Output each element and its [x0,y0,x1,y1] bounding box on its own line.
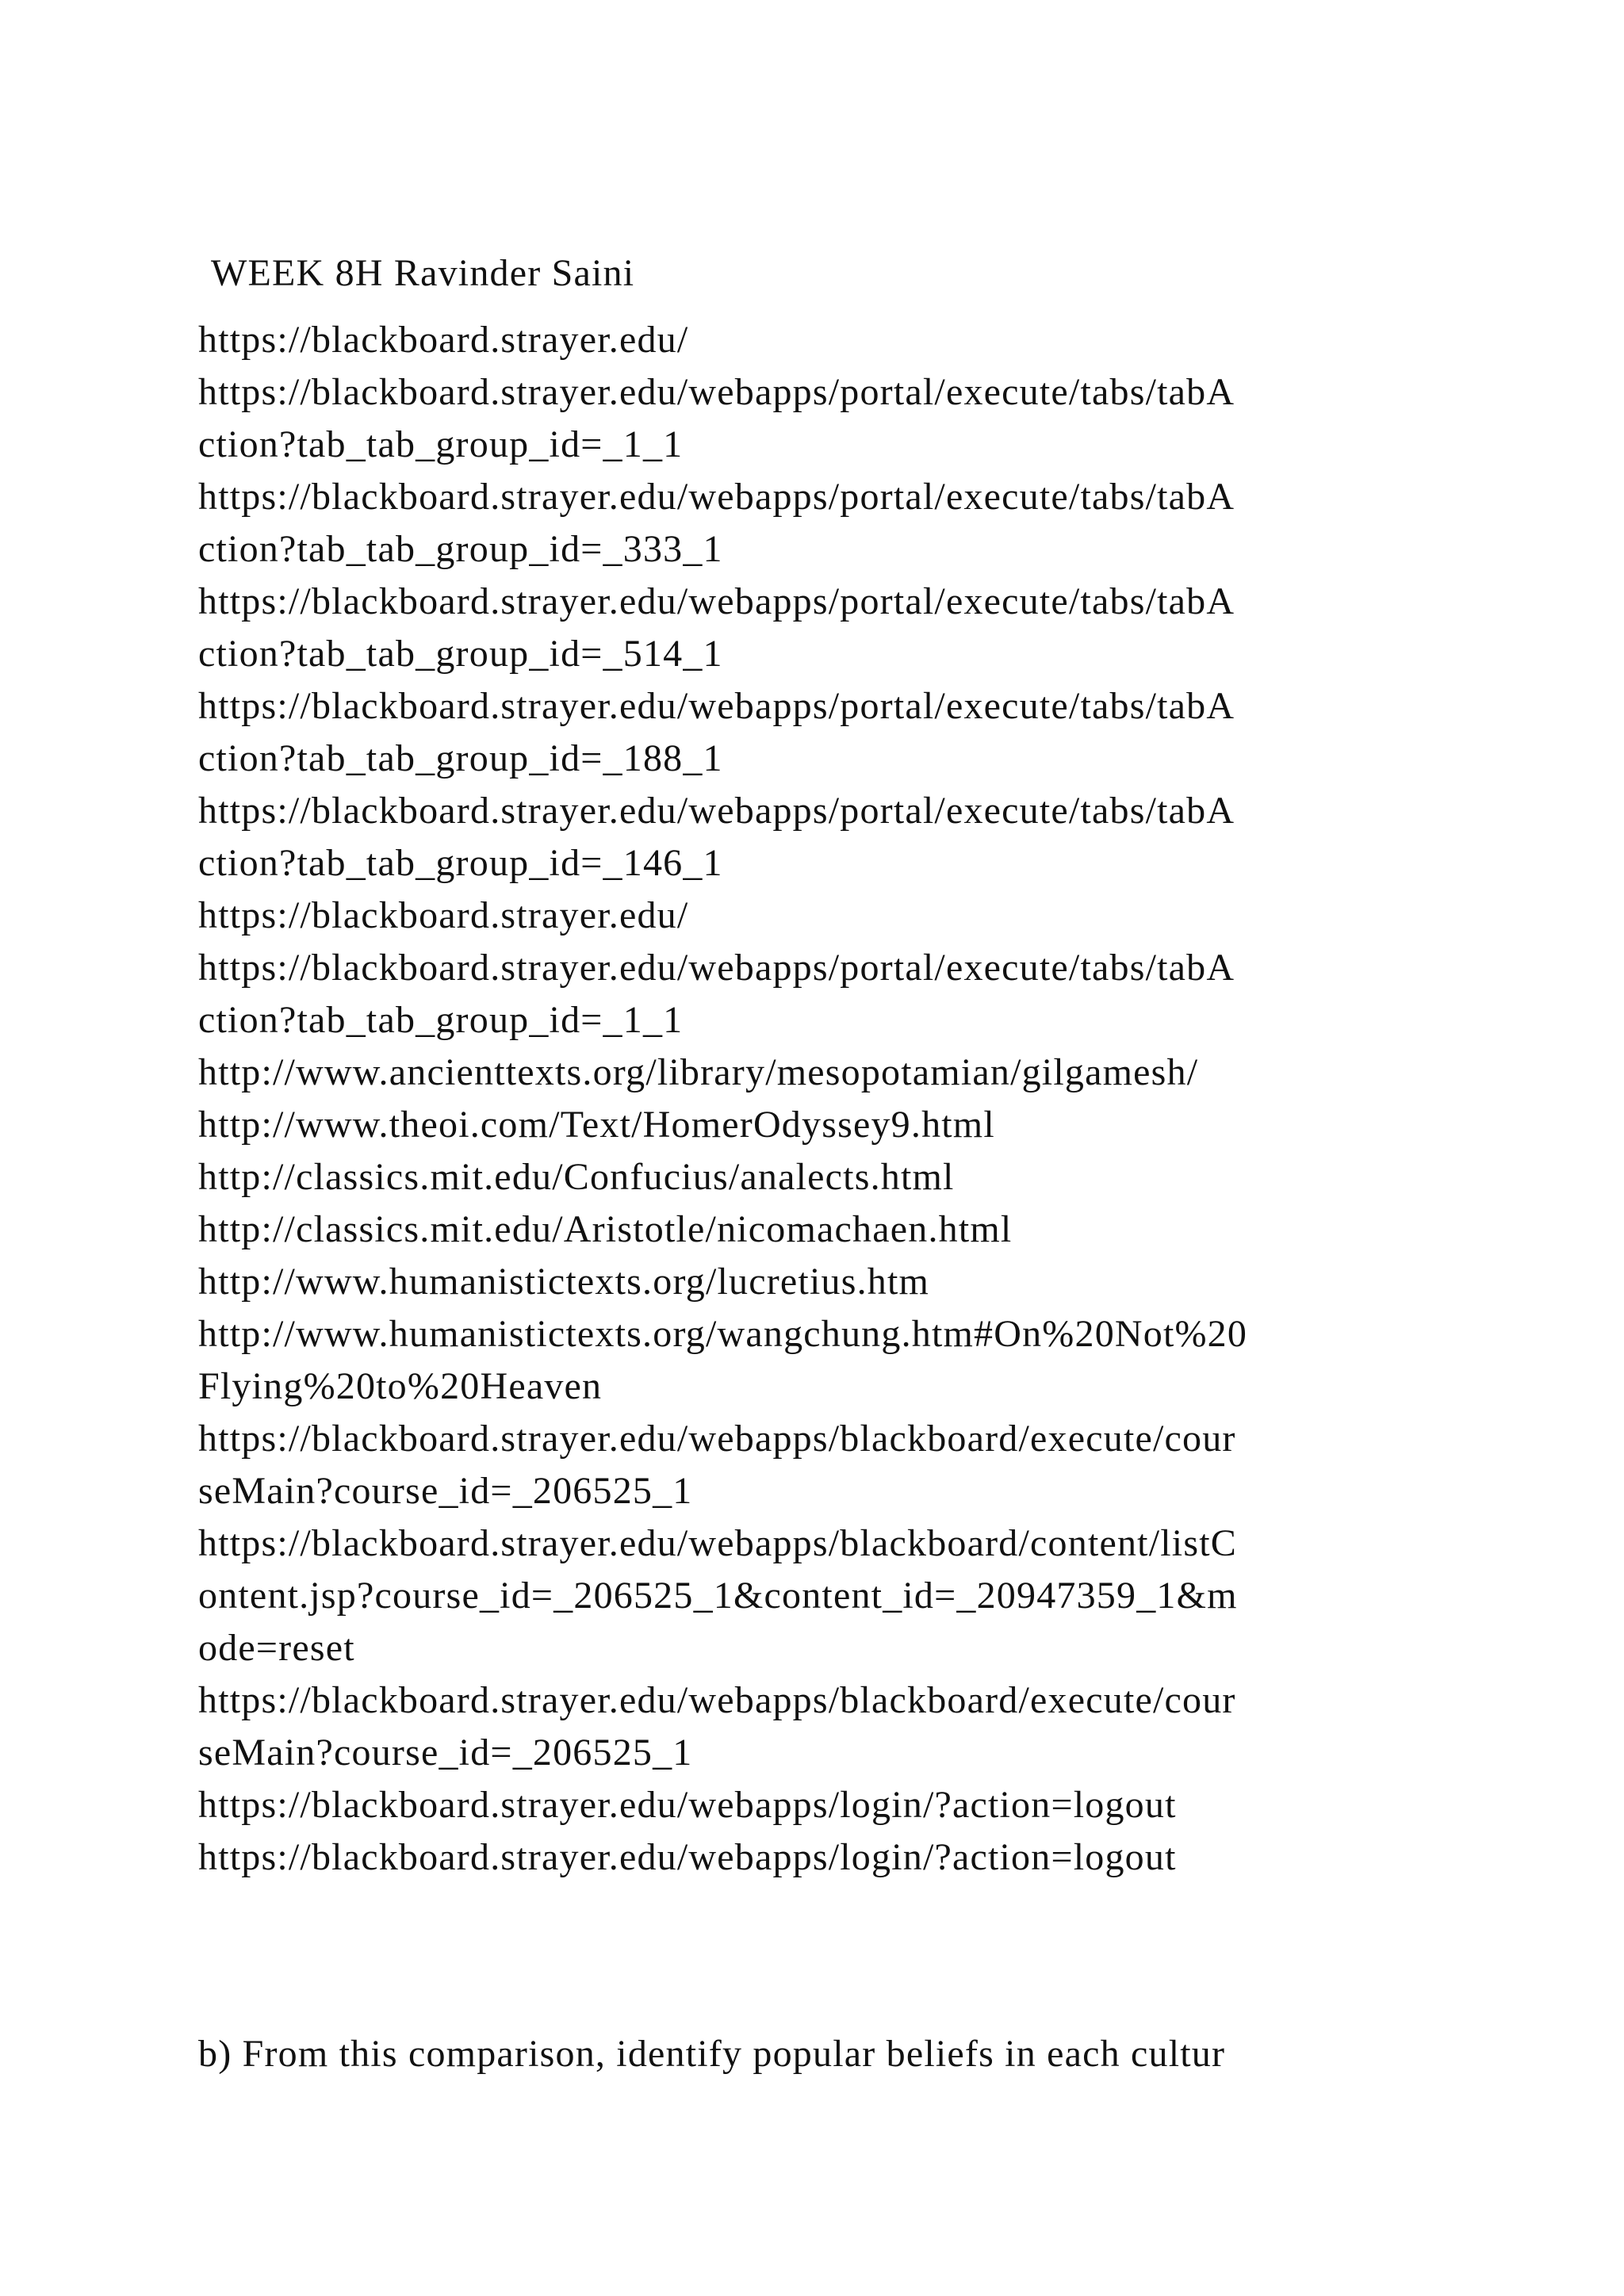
url-line: https://blackboard.strayer.edu/ [198,319,689,361]
url-line: https://blackboard.strayer.edu/ [198,894,689,936]
url-line: https://blackboard.strayer.edu/webapps/portal/execute/tabs/tabA [198,580,1235,622]
url-line: http://classics.mit.edu/Aristotle/nicomachaen.html [198,1208,1013,1250]
url-line: ction?tab_tab_group_id=_333_1 [198,528,723,570]
url-line: http://www.ancienttexts.org/library/mesopotamian/gilgamesh/ [198,1051,1199,1093]
url-line: https://blackboard.strayer.edu/webapps/portal/execute/tabs/tabA [198,685,1235,727]
url-line: seMain?course_id=_206525_1 [198,1732,693,1774]
url-line: ontent.jsp?course_id=_206525_1&content_id=_20947359_1&m [198,1575,1238,1617]
url-line: http://www.theoi.com/Text/HomerOdyssey9.html [198,1104,995,1146]
url-line: https://blackboard.strayer.edu/webapps/login/?action=logout [198,1784,1177,1826]
url-line: Flying%20to%20Heaven [198,1365,603,1407]
url-line: https://blackboard.strayer.edu/webapps/blackboard/content/listC [198,1522,1237,1564]
url-line: ction?tab_tab_group_id=_1_1 [198,999,684,1041]
url-line: ction?tab_tab_group_id=_1_1 [198,423,684,465]
url-line: ction?tab_tab_group_id=_514_1 [198,633,723,675]
url-line: seMain?course_id=_206525_1 [198,1470,693,1512]
url-line: https://blackboard.strayer.edu/webapps/portal/execute/tabs/tabA [198,476,1235,518]
document-title: WEEK 8H Ravinder Saini [211,252,635,294]
url-line: https://blackboard.strayer.edu/webapps/blackboard/execute/cour [198,1418,1236,1460]
url-line: https://blackboard.strayer.edu/webapps/portal/execute/tabs/tabA [198,371,1235,413]
url-line: http://www.humanistictexts.org/wangchung.htm#On%20Not%20 [198,1313,1248,1355]
question-paragraph: b) From this comparison, identify popular beliefs in each cultur [198,2033,1226,2075]
url-line: https://blackboard.strayer.edu/webapps/blackboard/execute/cour [198,1679,1236,1721]
url-line: http://www.humanistictexts.org/lucretius.htm [198,1261,930,1303]
url-line: ode=reset [198,1627,355,1669]
url-line: https://blackboard.strayer.edu/webapps/login/?action=logout [198,1836,1177,1878]
url-line: http://classics.mit.edu/Confucius/analects.html [198,1156,955,1198]
url-line: ction?tab_tab_group_id=_188_1 [198,737,723,779]
url-line: ction?tab_tab_group_id=_146_1 [198,842,723,884]
url-line: https://blackboard.strayer.edu/webapps/portal/execute/tabs/tabA [198,790,1235,832]
url-line: https://blackboard.strayer.edu/webapps/portal/execute/tabs/tabA [198,947,1235,989]
